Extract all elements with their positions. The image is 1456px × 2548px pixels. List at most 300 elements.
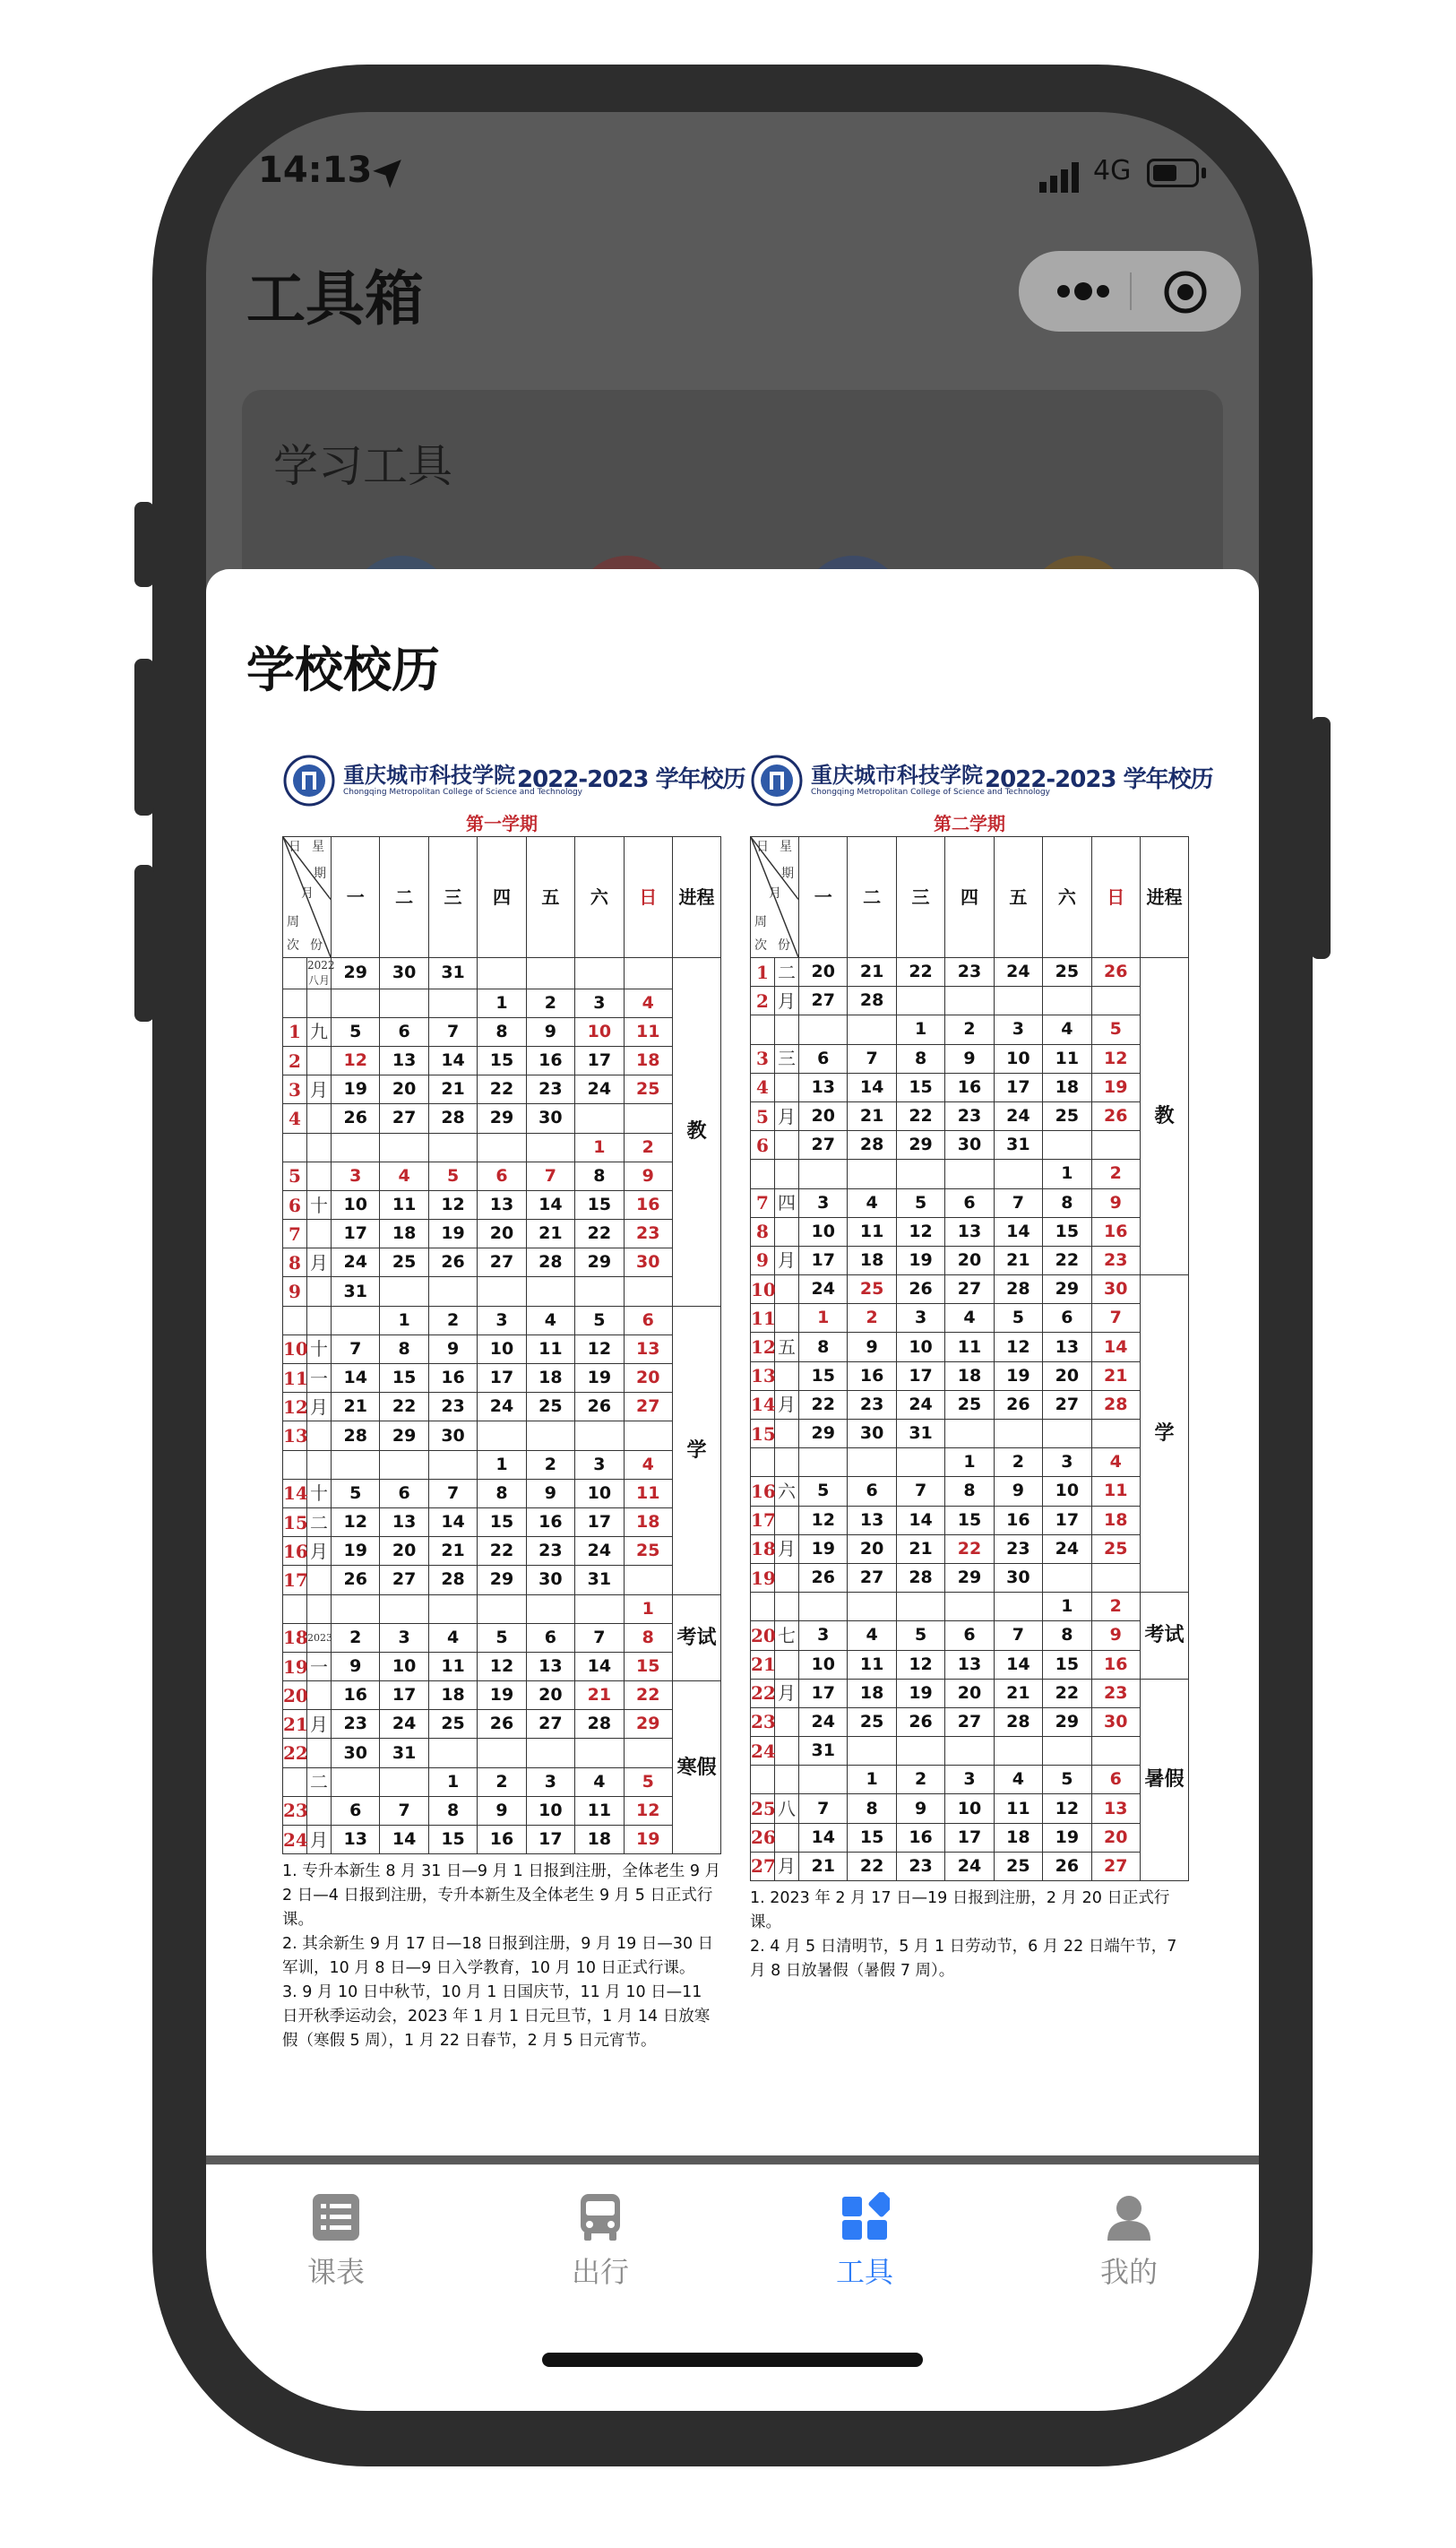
date-cell: 17: [332, 1220, 380, 1248]
month-label: 月: [775, 1246, 799, 1274]
date-cell: 20: [848, 1534, 896, 1563]
date-cell: 19: [428, 1220, 477, 1248]
date-cell: 31: [994, 1131, 1042, 1160]
date-cell: 7: [428, 1017, 477, 1046]
date-cell: 4: [380, 1162, 428, 1190]
school-logo-icon: [750, 754, 804, 808]
progress-cell: 学: [1141, 1275, 1189, 1593]
date-cell: [994, 1160, 1042, 1188]
month-label: [775, 1766, 799, 1794]
tab-bar: [206, 2164, 1259, 2411]
date-cell: [1043, 1131, 1091, 1160]
date-cell: 13: [1091, 1794, 1140, 1823]
date-cell: [332, 1450, 380, 1479]
month-label: 月: [307, 1393, 332, 1421]
month-label: [775, 1563, 799, 1592]
month-label: 一: [307, 1364, 332, 1393]
date-cell: 30: [332, 1739, 380, 1767]
date-cell: 23: [945, 1101, 994, 1130]
date-cell: [799, 1160, 848, 1188]
week-row: [283, 1479, 721, 1507]
date-cell: 15: [624, 1652, 672, 1680]
date-cell: 26: [332, 1566, 380, 1594]
date-cell: 12: [994, 1333, 1042, 1361]
date-cell: 3: [575, 1450, 624, 1479]
date-cell: 31: [896, 1420, 944, 1448]
week-number: 2: [283, 1046, 307, 1075]
date-cell: 23: [848, 1390, 896, 1419]
date-cell: 25: [624, 1537, 672, 1566]
week-row: [751, 1390, 1189, 1419]
date-cell: 17: [799, 1679, 848, 1707]
week-row: [283, 1623, 721, 1652]
date-cell: 21: [428, 1537, 477, 1566]
more-icon[interactable]: [1047, 267, 1119, 315]
date-cell: 15: [478, 1507, 526, 1536]
date-cell: 10: [478, 1334, 526, 1363]
date-cell: 1: [380, 1306, 428, 1334]
date-cell: [624, 1104, 672, 1133]
date-cell: 28: [848, 987, 896, 1015]
date-cell: 25: [624, 1075, 672, 1104]
date-cell: 3: [896, 1304, 944, 1333]
date-cell: 3: [994, 1015, 1042, 1044]
date-cell: 19: [799, 1534, 848, 1563]
date-cell: [799, 1593, 848, 1621]
week-row: [283, 1681, 721, 1710]
date-cell: 15: [1043, 1217, 1091, 1246]
date-cell: 25: [994, 1852, 1042, 1880]
date-cell: [428, 1133, 477, 1162]
week-row: [751, 1707, 1189, 1736]
month-label: 月: [307, 1537, 332, 1566]
date-cell: [994, 1737, 1042, 1766]
month-label: [775, 1304, 799, 1333]
date-cell: [332, 1594, 380, 1623]
date-cell: 11: [575, 1796, 624, 1825]
date-cell: 10: [945, 1794, 994, 1823]
date-cell: [624, 1566, 672, 1594]
date-cell: 1: [896, 1015, 944, 1044]
date-cell: 7: [575, 1623, 624, 1652]
date-cell: 19: [624, 1826, 672, 1854]
month-label: [307, 1162, 332, 1190]
date-cell: 29: [624, 1710, 672, 1739]
date-cell: 3: [380, 1623, 428, 1652]
date-cell: 23: [332, 1710, 380, 1739]
week-number: 3: [751, 1044, 775, 1073]
term-label: 第二学期: [934, 813, 1005, 834]
week-row: [283, 1710, 721, 1739]
date-cell: 15: [575, 1190, 624, 1219]
date-cell: 4: [624, 1450, 672, 1479]
week-number: 13: [283, 1421, 307, 1450]
date-cell: 18: [1043, 1073, 1091, 1101]
date-cell: 2: [896, 1766, 944, 1794]
note-line: 1. 2023 年 2 月 17 日—19 日报到注册，2 月 20 日正式行课。: [750, 1889, 1170, 1931]
date-cell: [380, 1450, 428, 1479]
date-cell: 27: [1043, 1390, 1091, 1419]
week-number: 16: [283, 1537, 307, 1566]
date-cell: 18: [624, 1046, 672, 1075]
month-label: 月: [307, 1248, 332, 1277]
weekday-header: 一: [799, 837, 848, 958]
date-cell: 23: [994, 1534, 1042, 1563]
date-cell: 17: [994, 1073, 1042, 1101]
date-cell: 30: [624, 1248, 672, 1277]
battery-tip: [1202, 168, 1206, 178]
date-cell: 3: [799, 1621, 848, 1650]
date-cell: [1043, 1420, 1091, 1448]
week-row: [283, 1306, 721, 1334]
date-cell: 12: [624, 1796, 672, 1825]
sheet-title: 学校校历: [246, 642, 440, 698]
date-cell: 15: [799, 1361, 848, 1390]
month-label: [775, 1361, 799, 1390]
date-cell: 2: [428, 1306, 477, 1334]
date-cell: 14: [526, 1190, 574, 1219]
week-row: [283, 1826, 721, 1854]
date-cell: 31: [380, 1739, 428, 1767]
date-cell: 25: [848, 1707, 896, 1736]
date-cell: 26: [896, 1707, 944, 1736]
date-cell: 9: [994, 1477, 1042, 1506]
date-cell: 25: [1043, 1101, 1091, 1130]
week-row: [751, 987, 1189, 1015]
date-cell: 6: [1091, 1766, 1140, 1794]
week-number: 4: [283, 1104, 307, 1133]
date-cell: 19: [896, 1679, 944, 1707]
date-cell: 9: [848, 1333, 896, 1361]
date-cell: 8: [945, 1477, 994, 1506]
date-cell: 24: [799, 1275, 848, 1304]
weekday-header: 五: [526, 837, 574, 958]
week-number: 9: [283, 1277, 307, 1306]
date-cell: 22: [478, 1537, 526, 1566]
date-cell: 2: [526, 989, 574, 1017]
tab-me[interactable]: [1039, 2192, 1219, 2300]
week-row: [751, 1650, 1189, 1679]
month-label: [307, 1277, 332, 1306]
date-cell: 12: [1091, 1044, 1140, 1073]
date-cell: 2: [332, 1623, 380, 1652]
month-label: 十: [307, 1190, 332, 1219]
date-cell: 9: [896, 1794, 944, 1823]
date-cell: 4: [1043, 1015, 1091, 1044]
date-cell: 12: [575, 1334, 624, 1363]
date-cell: 1: [1043, 1593, 1091, 1621]
date-cell: 10: [575, 1017, 624, 1046]
date-cell: 22: [575, 1220, 624, 1248]
tab-label: 工具: [835, 2255, 893, 2289]
date-cell: 15: [896, 1073, 944, 1101]
date-cell: 27: [478, 1248, 526, 1277]
date-cell: 13: [848, 1506, 896, 1534]
date-cell: 12: [896, 1217, 944, 1246]
calendar-header: [750, 748, 1213, 811]
date-cell: 30: [1091, 1275, 1140, 1304]
date-cell: [945, 1593, 994, 1621]
date-cell: [332, 1767, 380, 1796]
date-cell: 26: [1091, 958, 1140, 987]
week-row: [283, 1421, 721, 1450]
date-cell: 13: [380, 1507, 428, 1536]
week-row: [751, 1593, 1189, 1621]
week-row: [283, 958, 721, 989]
date-cell: 13: [332, 1826, 380, 1854]
date-cell: 15: [380, 1364, 428, 1393]
date-cell: 16: [526, 1046, 574, 1075]
week-row: [751, 1333, 1189, 1361]
date-cell: 22: [945, 1534, 994, 1563]
week-number: 16: [751, 1477, 775, 1506]
date-cell: 6: [380, 1479, 428, 1507]
tab-schedule[interactable]: [246, 2192, 426, 2300]
date-cell: 23: [428, 1393, 477, 1421]
week-number: [283, 1306, 307, 1334]
date-cell: [1091, 1131, 1140, 1160]
week-number: 15: [283, 1507, 307, 1536]
month-label: [307, 1046, 332, 1075]
date-cell: 29: [945, 1563, 994, 1592]
date-cell: 31: [332, 1277, 380, 1306]
date-cell: 11: [945, 1333, 994, 1361]
date-cell: 30: [848, 1420, 896, 1448]
date-cell: 10: [994, 1044, 1042, 1073]
week-row: [283, 1566, 721, 1594]
calendar-grid: [282, 836, 721, 1854]
week-number: 4: [751, 1073, 775, 1101]
school-name-en: Chongqing Metropolitan College of Science and Technology: [343, 788, 583, 797]
date-cell: [380, 989, 428, 1017]
status-time: 14:13: [258, 150, 373, 191]
date-cell: 14: [1091, 1333, 1140, 1361]
week-number: [283, 1133, 307, 1162]
date-cell: 28: [526, 1248, 574, 1277]
date-cell: 20: [624, 1364, 672, 1393]
month-label: [307, 1220, 332, 1248]
month-label: 月: [307, 1826, 332, 1854]
month-label: [775, 1160, 799, 1188]
note-line: 3. 9 月 10 日中秋节，10 月 1 日国庆节，11 月 10 日—11 日开秋季运动会，2023 年 1 月 1 日元旦节，1 月 14 日放寒假（寒假 5 周），1 月 22 日春节，2 月 5 日元宵节。: [282, 1983, 711, 2051]
tab-travel[interactable]: [511, 2192, 690, 2300]
date-cell: 14: [332, 1364, 380, 1393]
date-cell: 12: [332, 1046, 380, 1075]
user-icon: [1104, 2192, 1154, 2242]
month-label: 二: [307, 1767, 332, 1796]
date-cell: 17: [799, 1246, 848, 1274]
date-cell: 8: [380, 1334, 428, 1363]
week-row: [283, 1334, 721, 1363]
month-label: [775, 1015, 799, 1044]
date-cell: 7: [994, 1621, 1042, 1650]
date-cell: 1: [799, 1304, 848, 1333]
date-cell: [799, 1766, 848, 1794]
date-cell: 31: [575, 1566, 624, 1594]
weekday-header: 四: [478, 837, 526, 958]
week-row: [751, 1679, 1189, 1707]
date-cell: 2: [994, 1448, 1042, 1477]
date-cell: 20: [1091, 1823, 1140, 1852]
month-label: 2022八月: [307, 958, 332, 989]
date-cell: 25: [428, 1710, 477, 1739]
home-indicator[interactable]: [542, 2353, 923, 2367]
date-cell: 1: [1043, 1160, 1091, 1188]
date-cell: 20: [380, 1537, 428, 1566]
date-cell: 11: [848, 1650, 896, 1679]
week-row: [751, 1188, 1189, 1217]
date-cell: 22: [896, 958, 944, 987]
date-cell: 22: [848, 1852, 896, 1880]
week-row: [751, 1794, 1189, 1823]
date-cell: 4: [624, 989, 672, 1017]
week-number: 22: [751, 1679, 775, 1707]
date-cell: [478, 1277, 526, 1306]
date-cell: 10: [896, 1333, 944, 1361]
school-logo-icon: [282, 754, 336, 808]
date-cell: 15: [428, 1826, 477, 1854]
month-label: 二: [775, 958, 799, 987]
week-row: [283, 1796, 721, 1825]
date-cell: 9: [428, 1334, 477, 1363]
month-label: 月: [775, 1679, 799, 1707]
week-number: 2: [751, 987, 775, 1015]
month-label: [307, 1594, 332, 1623]
date-cell: [896, 1737, 944, 1766]
month-label: 四: [775, 1188, 799, 1217]
date-cell: [1043, 987, 1091, 1015]
date-cell: 18: [848, 1679, 896, 1707]
date-cell: 18: [1091, 1506, 1140, 1534]
date-cell: 21: [848, 1101, 896, 1130]
close-miniprogram-icon[interactable]: [1162, 269, 1209, 315]
date-cell: [380, 1133, 428, 1162]
capsule-divider: [1130, 272, 1132, 310]
date-cell: 13: [1043, 1333, 1091, 1361]
date-cell: 8: [428, 1796, 477, 1825]
date-cell: 16: [896, 1823, 944, 1852]
date-cell: 3: [332, 1162, 380, 1190]
week-number: 10: [751, 1275, 775, 1304]
date-cell: 5: [428, 1162, 477, 1190]
date-cell: 15: [1043, 1650, 1091, 1679]
date-cell: 18: [994, 1823, 1042, 1852]
date-cell: [848, 1448, 896, 1477]
date-cell: 28: [896, 1563, 944, 1592]
date-cell: 11: [994, 1794, 1042, 1823]
week-row: [283, 1220, 721, 1248]
date-cell: 31: [428, 958, 477, 989]
month-label: [775, 1275, 799, 1304]
date-cell: 13: [624, 1334, 672, 1363]
date-cell: 7: [896, 1477, 944, 1506]
date-cell: 3: [1043, 1448, 1091, 1477]
week-number: 7: [751, 1188, 775, 1217]
battery-icon: [1147, 159, 1199, 187]
date-cell: 6: [1043, 1304, 1091, 1333]
date-cell: 24: [575, 1537, 624, 1566]
network-type: 4G: [1093, 155, 1132, 186]
date-cell: 4: [994, 1766, 1042, 1794]
date-cell: 5: [896, 1188, 944, 1217]
month-label: 月: [775, 1852, 799, 1880]
date-cell: 20: [945, 1679, 994, 1707]
week-number: 22: [283, 1739, 307, 1767]
week-row: [751, 1217, 1189, 1246]
date-cell: 8: [478, 1479, 526, 1507]
week-row: [751, 1101, 1189, 1130]
date-cell: 20: [478, 1220, 526, 1248]
date-cell: 17: [896, 1361, 944, 1390]
date-cell: [896, 1593, 944, 1621]
date-cell: [848, 1015, 896, 1044]
date-cell: 24: [332, 1248, 380, 1277]
date-cell: 10: [332, 1190, 380, 1219]
tools-icon: [840, 2192, 890, 2242]
date-cell: 18: [945, 1361, 994, 1390]
date-cell: 8: [848, 1794, 896, 1823]
date-cell: [526, 1594, 574, 1623]
date-cell: 6: [332, 1796, 380, 1825]
week-row: [283, 1652, 721, 1680]
progress-cell: 学: [673, 1306, 721, 1594]
date-cell: 19: [332, 1537, 380, 1566]
week-number: 8: [283, 1248, 307, 1277]
week-row: [751, 1534, 1189, 1563]
tab-tools[interactable]: [775, 2192, 954, 2300]
week-row: [283, 1075, 721, 1104]
date-cell: [994, 1593, 1042, 1621]
year-title: 2022-2023 学年校历: [985, 766, 1213, 793]
date-cell: 11: [1091, 1477, 1140, 1506]
date-cell: [1091, 1737, 1140, 1766]
date-cell: 27: [526, 1710, 574, 1739]
date-cell: 16: [332, 1681, 380, 1710]
week-row: [751, 1506, 1189, 1534]
date-cell: [526, 1739, 574, 1767]
date-cell: 24: [380, 1710, 428, 1739]
week-number: [751, 1766, 775, 1794]
date-cell: 5: [332, 1017, 380, 1046]
date-cell: 18: [380, 1220, 428, 1248]
date-cell: [428, 989, 477, 1017]
date-cell: [332, 989, 380, 1017]
week-number: 15: [751, 1420, 775, 1448]
progress-header: 进程: [1141, 837, 1189, 958]
mute-switch: [134, 502, 154, 587]
date-cell: 15: [945, 1506, 994, 1534]
power-button: [1311, 717, 1331, 959]
date-cell: 7: [994, 1188, 1042, 1217]
date-cell: [1091, 1420, 1140, 1448]
date-cell: 2: [478, 1767, 526, 1796]
week-row: [283, 1046, 721, 1075]
progress-cell: 教: [1141, 958, 1189, 1275]
week-row: [751, 1275, 1189, 1304]
date-cell: 10: [799, 1217, 848, 1246]
date-cell: 21: [428, 1075, 477, 1104]
date-cell: 15: [478, 1046, 526, 1075]
month-label: 月: [775, 1534, 799, 1563]
date-cell: 12: [1043, 1794, 1091, 1823]
date-cell: 16: [526, 1507, 574, 1536]
week-number: 21: [283, 1710, 307, 1739]
date-cell: [428, 1450, 477, 1479]
week-number: 11: [283, 1364, 307, 1393]
date-cell: 7: [1091, 1304, 1140, 1333]
date-cell: 9: [478, 1796, 526, 1825]
month-label: 月: [307, 1710, 332, 1739]
